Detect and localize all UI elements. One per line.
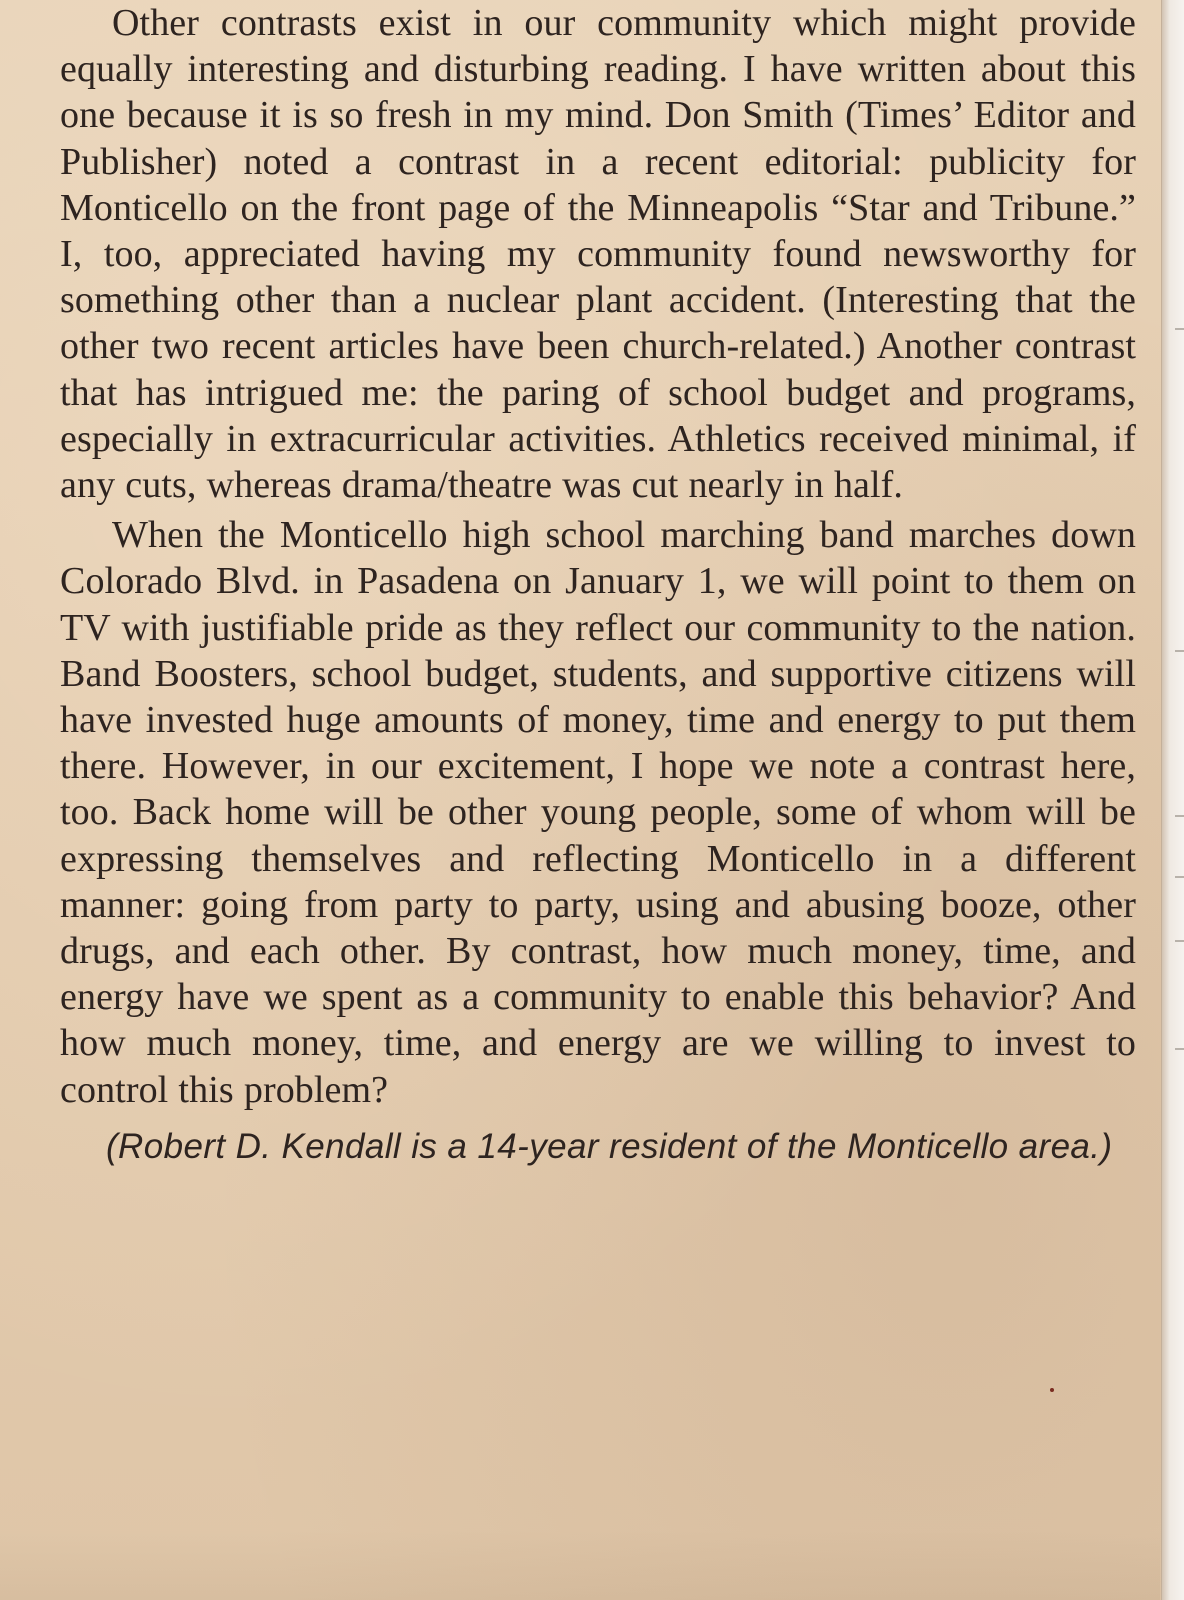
edge-tick <box>1175 940 1184 942</box>
author-bio: (Robert D. Kendall is a 14-year resident of the Monticello area.) <box>106 1126 1113 1166</box>
paper-shadow <box>0 1530 1160 1600</box>
article-paragraph-1: Other contrasts exist in our community which might provide equally interesting and disturbing reading. I have written about this one because it is so fresh in my mind. Don Smith (Times’ Editor and Publisher) noted a contrast in a recent editorial: publicity for Monticello on the front page of the Minneapolis “Star and Tribune.” I, too, appreciated having my community found newsworthy for something other than a nuclear plant accident. (Interesting that the other two recent articles have been church-related.) Another contrast that has intrigued me: the paring of school budget and programs, especially in extracurricular activities. Athletics received minimal, if any cuts, whereas drama/theatre was cut nearly in half. <box>60 2 1136 507</box>
edge-tick <box>1175 1048 1184 1050</box>
edge-tick <box>1175 328 1184 330</box>
edge-tick <box>1175 876 1184 878</box>
clipping-edge-strip <box>1161 0 1184 1600</box>
ink-speck <box>1050 1388 1054 1392</box>
article-column <box>60 0 1136 1169</box>
edge-tick <box>1175 815 1184 817</box>
edge-tick <box>1175 650 1184 652</box>
article-paragraph-2: When the Monticello high school marching band marches down Colorado Blvd. in Pasadena on January 1, we will point to them on TV with justifiable pride as they reflect our community to the nation. Band Boosters, school budget, students, and supportive citizens will have invested huge amounts of money, time and energy to put them there. However, in our excitement, I hope we note a contrast here, too. Back home will be other young people, some of whom will be expressing themselves and reflecting Monticello in a different manner: going from party to party, using and abusing booze, other drugs, and each other. By contrast, how much money, time, and energy have we spent as a community to enable this behavior? And how much money, time, and energy are we willing to invest to control this problem? <box>60 514 1136 1111</box>
